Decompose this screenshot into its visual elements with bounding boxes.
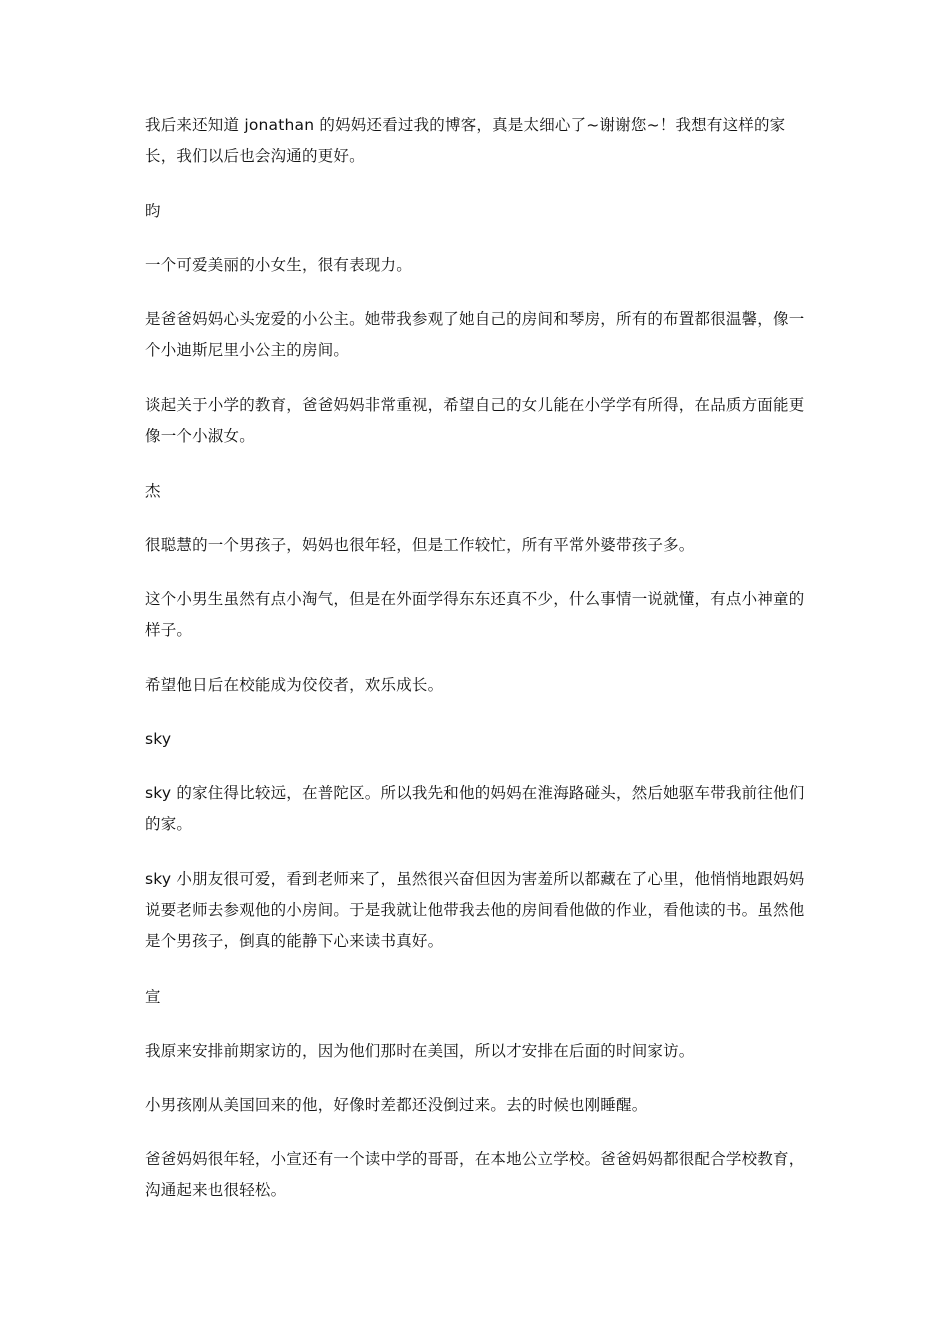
paragraph-jie-prodigy: 这个小男生虽然有点小淘气，但是在外面学得东东还真不少，什么事情一说就懂，有点小神童的样子。 [145, 590, 805, 639]
paragraph-jie-hope: 希望他日后在校能成为佼佼者，欢乐成长。 [145, 676, 444, 694]
paragraph-xuan-jetlag: 小男孩刚从美国回来的他，好像时差都还没倒过来。去的时候也刚睡醒。 [145, 1096, 648, 1114]
paragraph-yun-education: 谈起关于小学的教育，爸爸妈妈非常重视，希望自己的女儿能在小学学有所得，在品质方面能更像一个小淑女。 [145, 396, 805, 445]
heading-xuan: 宣 [145, 988, 161, 1006]
heading-yun: 昀 [145, 202, 161, 220]
heading-jie: 杰 [145, 482, 161, 500]
paragraph-xuan-schedule: 我原来安排前期家访的，因为他们那时在美国，所以才安排在后面的时间家访。 [145, 1042, 695, 1060]
paragraph-sky-room: sky 小朋友很可爱，看到老师来了，虽然很兴奋但因为害羞所以都藏在了心里，他悄悄地跟妈妈说要老师去参观他的小房间。于是我就让他带我去他的房间看他做的作业，看他读的书。虽然他是个男孩子，倒真的能静下心来读书真好。 [145, 870, 805, 950]
paragraph-jonathan-blog: 我后来还知道 jonathan 的妈妈还看过我的博客，真是太细心了~谢谢您~！我想有这样的家长，我们以后也会沟通的更好。 [145, 116, 786, 165]
paragraph-jie-intro: 很聪慧的一个男孩子，妈妈也很年轻，但是工作较忙，所有平常外婆带孩子多。 [145, 536, 695, 554]
heading-sky: sky [145, 730, 172, 748]
paragraph-sky-home: sky 的家住得比较远，在普陀区。所以我先和他的妈妈在淮海路碰头，然后她驱车带我前往他们的家。 [145, 784, 805, 833]
paragraph-xuan-family: 爸爸妈妈很年轻，小宣还有一个读中学的哥哥，在本地公立学校。爸爸妈妈都很配合学校教育，沟通起来也很轻松。 [145, 1150, 805, 1199]
paragraph-yun-intro: 一个可爱美丽的小女生，很有表现力。 [145, 256, 412, 274]
paragraph-yun-princess: 是爸爸妈妈心头宠爱的小公主。她带我参观了她自己的房间和琴房，所有的布置都很温馨，像一个小迪斯尼里小公主的房间。 [145, 310, 805, 359]
